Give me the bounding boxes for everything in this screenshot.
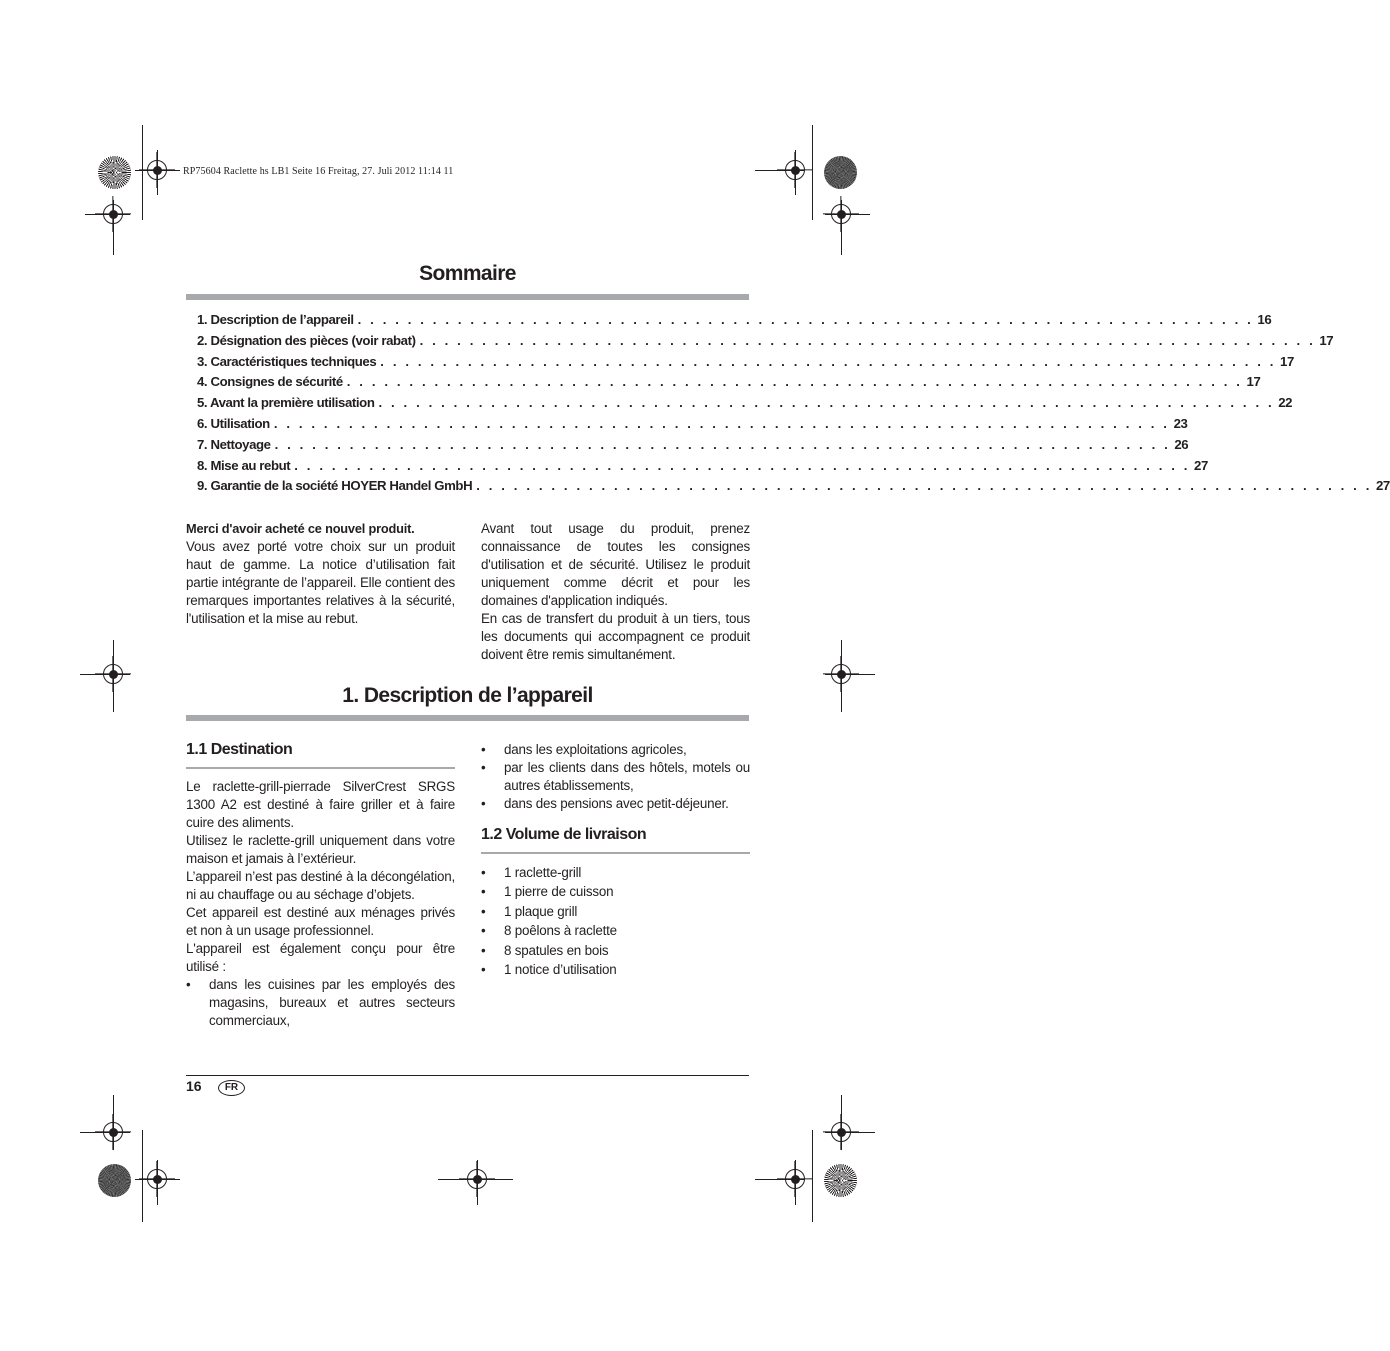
intro-left-column <box>186 520 455 628</box>
usage-list <box>186 976 455 1030</box>
registration-mark-icon <box>831 1122 851 1142</box>
toc-entry[interactable]: 7. Nettoyage . . . . . . . . . . . . . . . . . . . . . . . . . . . . . . . . . . . . . . . . . . . . . . . . . . . . . . . . . . . . . . . . . . . . . . . . 26 <box>197 436 1189 452</box>
list-item: • 1 plaque grill <box>481 902 750 921</box>
list-item: • par les clients dans des hôtels, motels ou autres établissements, <box>481 759 750 795</box>
toc-entry[interactable]: 3. Caractéristiques techniques . . . . . . . . . . . . . . . . . . . . . . . . . . . . . . . . . . . . . . . . . . . . . . . . . . . . . . . . . . . . . . . . . . . . . . . . 17 <box>197 353 1294 369</box>
subsection-rule <box>186 767 455 769</box>
delivery-list <box>481 863 750 979</box>
paragraph: Cet appareil est destiné aux ménages privés et non à un usage professionnel. <box>186 905 455 938</box>
destination-text <box>186 778 455 1030</box>
registration-mark-icon <box>785 160 805 180</box>
toc-entry[interactable]: 6. Utilisation . . . . . . . . . . . . . . . . . . . . . . . . . . . . . . . . . . . . . . . . . . . . . . . . . . . . . . . . . . . . . . . . . . . . . . . . 23 <box>197 415 1188 431</box>
list-item: • 1 pierre de cuisson <box>481 882 750 901</box>
subsection-heading-livraison: 1.2 Volume de livraison <box>481 826 647 843</box>
registration-mark-icon <box>147 160 167 180</box>
intro-right-column <box>481 520 750 664</box>
toc-entry[interactable]: 9. Garantie de la société HOYER Handel GmbH . . . . . . . . . . . . . . . . . . . . . . . . . . . . . . . . . . . . . . . . . . . . . . . . . . . . . . . . . . . . . . . . . . . . . . . . 27 <box>197 478 1390 494</box>
color-target-icon <box>824 1164 857 1197</box>
list-item: • 8 spatules en bois <box>481 941 750 960</box>
list-item: • 1 raclette-grill <box>481 863 750 882</box>
registration-mark-icon <box>831 204 851 224</box>
registration-mark-icon <box>467 1169 487 1189</box>
toc-entry[interactable]: 8. Mise au rebut . . . . . . . . . . . . . . . . . . . . . . . . . . . . . . . . . . . . . . . . . . . . . . . . . . . . . . . . . . . . . . . . . . . . . . . . 27 <box>197 457 1208 473</box>
paragraph: L’appareil n’est pas destiné à la décongélation, ni au chauffage ou au séchage d’objets. <box>186 869 455 902</box>
toc-entry[interactable]: 2. Désignation des pièces (voir rabat) . . . . . . . . . . . . . . . . . . . . . . . . . . . . . . . . . . . . . . . . . . . . . . . . . . . . . . . . . . . . . . . . . . . . . . . . 17 <box>197 332 1334 348</box>
toc-entry[interactable]: 4. Consignes de sécurité . . . . . . . . . . . . . . . . . . . . . . . . . . . . . . . . . . . . . . . . . . . . . . . . . . . . . . . . . . . . . . . . . . . . . . . . 17 <box>197 374 1261 390</box>
intro-heading: Merci d'avoir acheté ce nouvel produit. <box>186 521 415 536</box>
list-item: • dans les exploitations agricoles, <box>481 741 750 759</box>
paragraph: Utilisez le raclette-grill uniquement dans votre maison et jamais à l’extérieur. <box>186 833 455 866</box>
registration-mark-icon <box>147 1169 167 1189</box>
page-number: 16 <box>186 1078 202 1094</box>
registration-mark-icon <box>103 204 123 224</box>
list-item: • dans des pensions avec petit-déjeuner. <box>481 795 750 813</box>
registration-mark-icon <box>785 1169 805 1189</box>
paragraph: Le raclette-grill-pierrade SilverCrest SRGS 1300 A2 est destiné à faire griller et à faire cuire des aliments. <box>186 779 455 830</box>
sommaire-title: Sommaire <box>419 262 516 285</box>
list-item: • 1 notice d’utilisation <box>481 960 750 979</box>
intro-transfer-text: En cas de transfert du produit à un tiers, tous les documents qui accompagnent ce produit doivent être remis simultanément. <box>481 611 750 662</box>
language-badge: FR <box>218 1080 245 1096</box>
registration-mark-icon <box>831 664 851 684</box>
intro-usage-text: Avant tout usage du produit, prenez connaissance de toutes les consignes d'utilisation et de sécurité. Utilisez le produit uniquement comme décrit et pour les domaines d'application indiqués. <box>481 521 750 608</box>
list-item: • 8 poêlons à raclette <box>481 921 750 940</box>
table-of-contents <box>197 312 1390 499</box>
subsection-heading-destination: 1.1 Destination <box>186 741 293 758</box>
registration-mark-icon <box>103 664 123 684</box>
subsection-rule <box>481 852 750 854</box>
section-title: 1. Description de l’appareil <box>342 684 593 707</box>
list-item: • dans les cuisines par les employés des magasins, bureaux et autres secteurs commerciaux, <box>186 976 455 1030</box>
color-target-icon <box>824 156 857 189</box>
intro-text: Vous avez porté votre choix sur un produit haut de gamme. La notice d’utilisation fait partie intégrante de l’appareil. Elle contient des remarques importantes relatives à la sécurité, l'utilisation et la mise au rebut. <box>186 539 455 626</box>
usage-list <box>481 741 750 813</box>
color-target-icon <box>98 1164 131 1197</box>
toc-entry[interactable]: 5. Avant la première utilisation . . . . . . . . . . . . . . . . . . . . . . . . . . . . . . . . . . . . . . . . . . . . . . . . . . . . . . . . . . . . . . . . . . . . . . . . 22 <box>197 395 1293 411</box>
print-info-line: RP75604 Raclette hs LB1 Seite 16 Freitag, 27. Juli 2012 11:14 11 <box>183 166 454 177</box>
delivery-contents <box>481 863 750 979</box>
toc-entry[interactable]: 1. Description de l’appareil . . . . . . . . . . . . . . . . . . . . . . . . . . . . . . . . . . . . . . . . . . . . . . . . . . . . . . . . . . . . . . . . . . . . . . . . 16 <box>197 312 1272 327</box>
footer-rule <box>186 1075 749 1076</box>
destination-text-continued <box>481 741 750 813</box>
color-target-icon <box>98 156 131 189</box>
paragraph: L'appareil est également conçu pour être utilisé : <box>186 941 455 974</box>
title-rule <box>186 294 749 300</box>
registration-mark-icon <box>103 1122 123 1142</box>
title-rule <box>186 715 749 721</box>
